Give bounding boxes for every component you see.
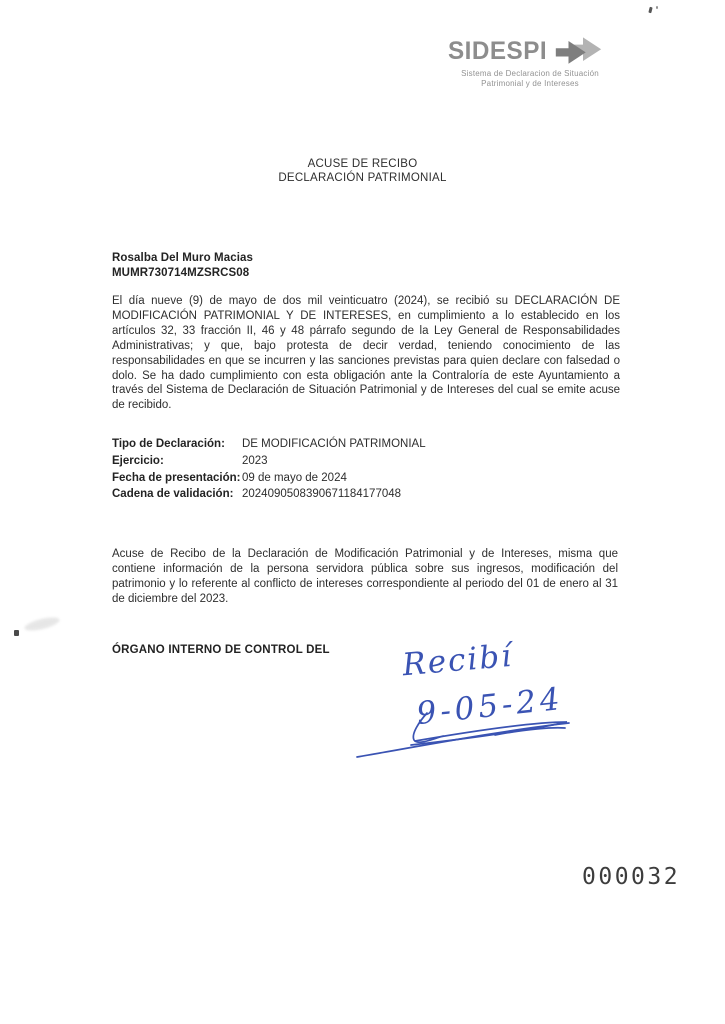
scan-artifact-top-right-dot xyxy=(656,6,658,9)
scan-artifact-left xyxy=(14,630,19,636)
declarant-curp: MUMR730714MZSRCS08 xyxy=(112,266,250,279)
declarant-name: Rosalba Del Muro Macias xyxy=(112,252,253,264)
field-row-fecha xyxy=(112,470,426,487)
field-row-tipo xyxy=(112,436,426,453)
logo-tagline-line2: Patrimonial y de Intereses xyxy=(481,78,579,88)
field-row-cadena xyxy=(112,486,426,503)
logo-tagline-line1: Sistema de Declaracion de Situación xyxy=(461,69,599,78)
sidespi-logo xyxy=(441,36,619,88)
description-paragraph: Acuse de Recibo de la Declaración de Modificación Patrimonial y de Intereses, misma que contiene información de la persona servidora pública sobre sus ingresos, modificación del patrimonio y lo referente al conflicto de intereses correspondiente al periodo del 01 de enero al 31 de diciembre del 2023. xyxy=(112,548,618,605)
field-value: 2023 xyxy=(242,454,268,467)
logo-wordmark: SIDESPI xyxy=(448,37,548,65)
control-organ-label: ÓRGANO INTERNO DE CONTROL DEL xyxy=(112,644,330,656)
handwritten-recibi-text: Recibí xyxy=(400,637,515,684)
field-label: Ejercicio: xyxy=(112,454,164,467)
field-label: Fecha de presentación: xyxy=(112,471,241,484)
title-line2: DECLARACIÓN PATRIMONIAL xyxy=(278,172,447,184)
declarant-block xyxy=(112,251,253,280)
logo-row xyxy=(441,36,619,67)
field-value: DE MODIFICACIÓN PATRIMONIAL xyxy=(242,438,426,450)
document-title xyxy=(0,157,725,185)
field-value: 2024090508390671184177048 xyxy=(242,488,402,501)
field-label: Cadena de validación: xyxy=(112,488,234,501)
title-line1: ACUSE DE RECIBO xyxy=(307,158,418,170)
declaration-fields xyxy=(112,436,426,503)
field-label: Tipo de Declaración: xyxy=(112,438,225,450)
handwritten-date-text: 9-05-24 xyxy=(414,680,566,733)
logo-tagline xyxy=(441,69,619,88)
scan-artifact-top-right xyxy=(648,7,652,14)
handwritten-receipt-note xyxy=(345,618,645,768)
field-value: 09 de mayo de 2024 xyxy=(242,471,347,484)
folio-number: 000032 xyxy=(582,864,681,890)
double-arrow-icon xyxy=(554,35,612,67)
receipt-paragraph: El día nueve (9) de mayo de dos mil veinticuatro (2024), se recibió su DECLARACIÓN DE MODIFICACIÓN PATRIMONIAL Y DE INTERESES, en cumplimiento a lo establecido en los artículos 32, 33 fracción II, 46 y 48 párrafo segundo de la Ley General de Responsabilidades Administrativas; y que, bajo protesta de decir verdad, teniendo conocimiento de las responsabilidades en que se incurren y las sanciones previstas para quien declare con falsedad o dolo. Se ha dado cumplimiento con esta obligación ante la Contraloría de este Ayuntamiento a través del Sistema de Declaración de Situación Patrimonial y de Intereses del cual se emite acuse de recibido. xyxy=(112,295,620,412)
field-row-ejercicio xyxy=(112,453,426,470)
scan-smudge-left xyxy=(23,615,60,633)
